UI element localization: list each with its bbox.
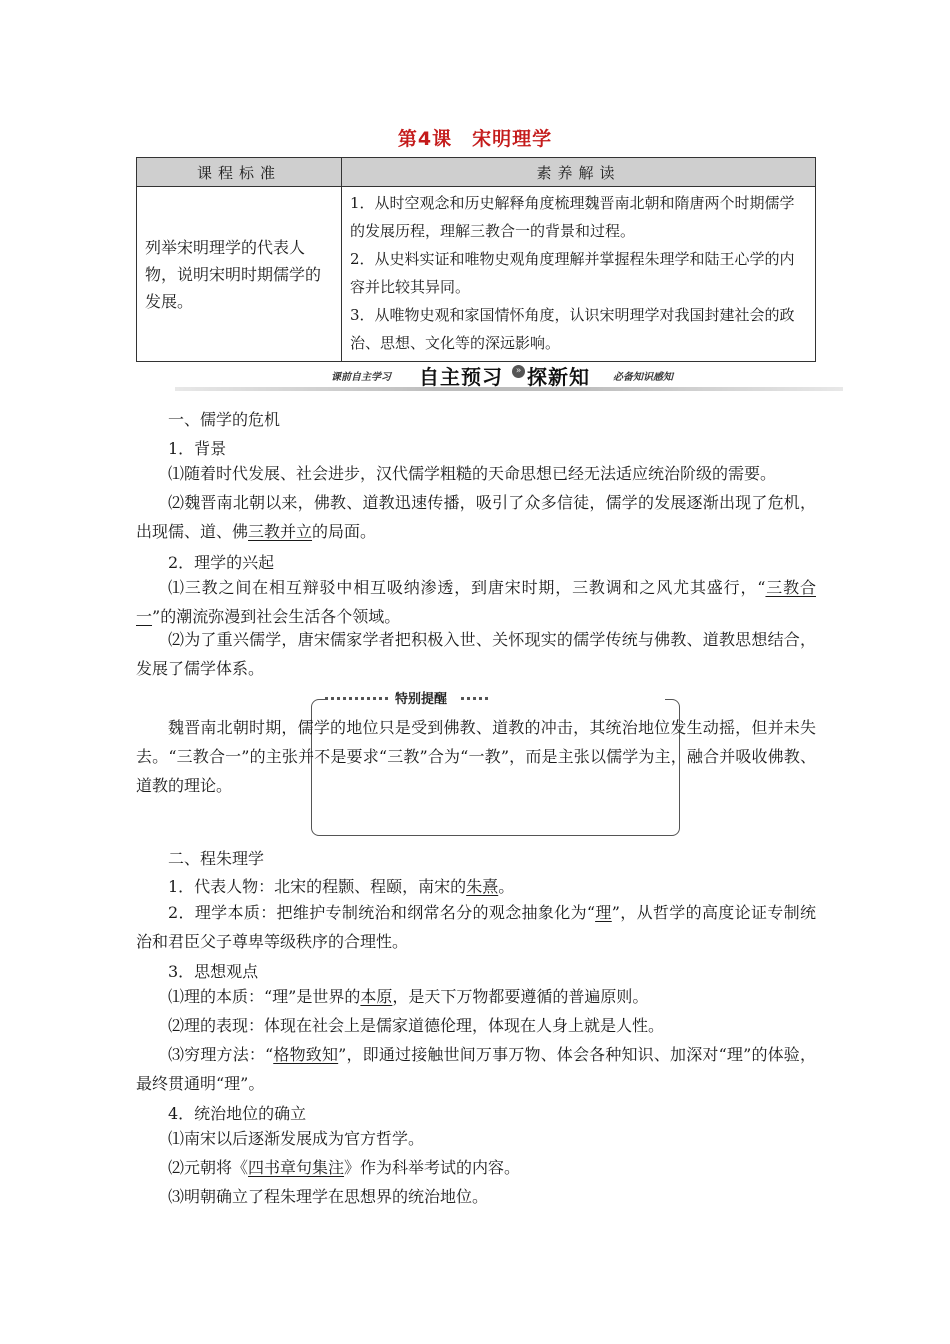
section-banner xyxy=(175,361,843,391)
paragraph: ⑴南宋以后逐渐发展成为官方哲学。 xyxy=(168,1129,425,1148)
section-heading: 二、程朱理学 xyxy=(168,849,265,868)
subheading: 2．理学的兴起 xyxy=(168,553,275,572)
subheading: 3．思想观点 xyxy=(168,962,259,981)
paragraph: ⑵理的表现：体现在社会上是儒家道德伦理，体现在人身上就是人性。 xyxy=(168,1016,665,1035)
paragraph: ⑵为了重兴儒学，唐宋儒家学者把积极入世、关怀现实的儒学传统与佛教、道教思想结合，发展了儒学体系。 xyxy=(136,630,816,678)
subheading: 4．统治地位的确立 xyxy=(168,1104,307,1123)
paragraph: ⑶明朝确立了程朱理学在思想界的统治地位。 xyxy=(168,1187,489,1206)
paragraph: 2．理学本质：把维护专制统治和纲常名分的观念抽象化为“理”，从哲学的高度论证专制统治和君臣父子尊卑等级秩序的合理性。 xyxy=(136,903,816,951)
banner-arrow-icon: » xyxy=(512,365,525,378)
paragraph: ⑴理的本质：“理”是世界的本原，是天下万物都要遵循的普遍原则。 xyxy=(168,987,649,1006)
banner-rule xyxy=(175,387,843,391)
note-dots-left xyxy=(325,697,389,700)
curriculum-standard-cell: 列举宋明理学的代表人物，说明宋明时期儒学的发展。 xyxy=(137,187,342,362)
section-heading: 一、儒学的危机 xyxy=(168,410,281,429)
table-header-literacy: 素养解读 xyxy=(342,158,816,187)
key-term: 格物致知 xyxy=(273,1045,339,1064)
literacy-item: 1．从时空观念和历史解释角度梳理魏晋南北朝和隋唐两个时期儒学的发展历程，理解三教合一的背景和过程。 xyxy=(350,194,795,240)
note-text: 魏晋南北朝时期，儒学的地位只是受到佛教、道教的冲击，其统治地位发生动摇，但并未失去。“三教合一”的主张并不是要求“三教”合为“一教”，而是主张以儒学为主，融合并吸收佛教、道教的理论。 xyxy=(136,718,816,795)
literacy-cell xyxy=(342,187,816,362)
paragraph: ⑴三教之间在相互辩驳中相互吸纳渗透，到唐宋时期，三教调和之风尤其盛行，“三教合一”的潮流弥漫到社会生活各个领域。 xyxy=(136,578,816,626)
banner-right-label: 必备知识感知 xyxy=(613,372,673,383)
curriculum-table xyxy=(136,157,816,362)
literacy-item: 3．从唯物史观和家国情怀角度，认识宋明理学对我国封建社会的政治、思想、文化等的深远影响。 xyxy=(350,306,795,352)
literacy-item: 2．从史料实证和唯物史观角度理解并掌握程朱理学和陆王心学的内容并比较其异同。 xyxy=(350,250,795,296)
key-term: 朱熹 xyxy=(466,877,499,896)
paragraph: ⑴随着时代发展、社会进步，汉代儒学粗糙的天命思想已经无法适应统治阶级的需要。 xyxy=(168,464,777,483)
paragraph: ⑶穷理方法：“格物致知”，即通过接触世间万事万物、体会各种知识、加深对“理”的体验，最终贯通明“理”。 xyxy=(136,1045,816,1093)
banner-main-2: 探新知 xyxy=(527,365,590,389)
key-term: 本原 xyxy=(360,987,393,1006)
paragraph: ⑵元朝将《四书章句集注》作为科举考试的内容。 xyxy=(168,1158,521,1177)
paragraph: ⑵魏晋南北朝以来，佛教、道教迅速传播，吸引了众多信徒，儒学的发展逐渐出现了危机，出现儒、道、佛三教并立的局面。 xyxy=(136,493,816,541)
key-term: 四书章句集注 xyxy=(248,1158,345,1177)
key-term: 三教并立 xyxy=(248,522,313,541)
banner-left-label: 课前自主学习 xyxy=(331,372,391,383)
key-term: 三教合一 xyxy=(136,578,816,626)
note-dots-right xyxy=(461,697,491,700)
paragraph: 1．代表人物：北宋的程颢、程颐，南宋的朱熹。 xyxy=(168,877,515,896)
note-title xyxy=(325,688,665,710)
note-label: 特别提醒 xyxy=(395,692,448,707)
key-term: 理 xyxy=(595,903,612,922)
lesson-title: 第4课 宋明理学 xyxy=(397,128,553,150)
subheading: 1．背景 xyxy=(168,439,227,458)
table-header-standard: 课程标准 xyxy=(137,158,342,187)
banner-main-1: 自主预习 xyxy=(419,365,503,389)
